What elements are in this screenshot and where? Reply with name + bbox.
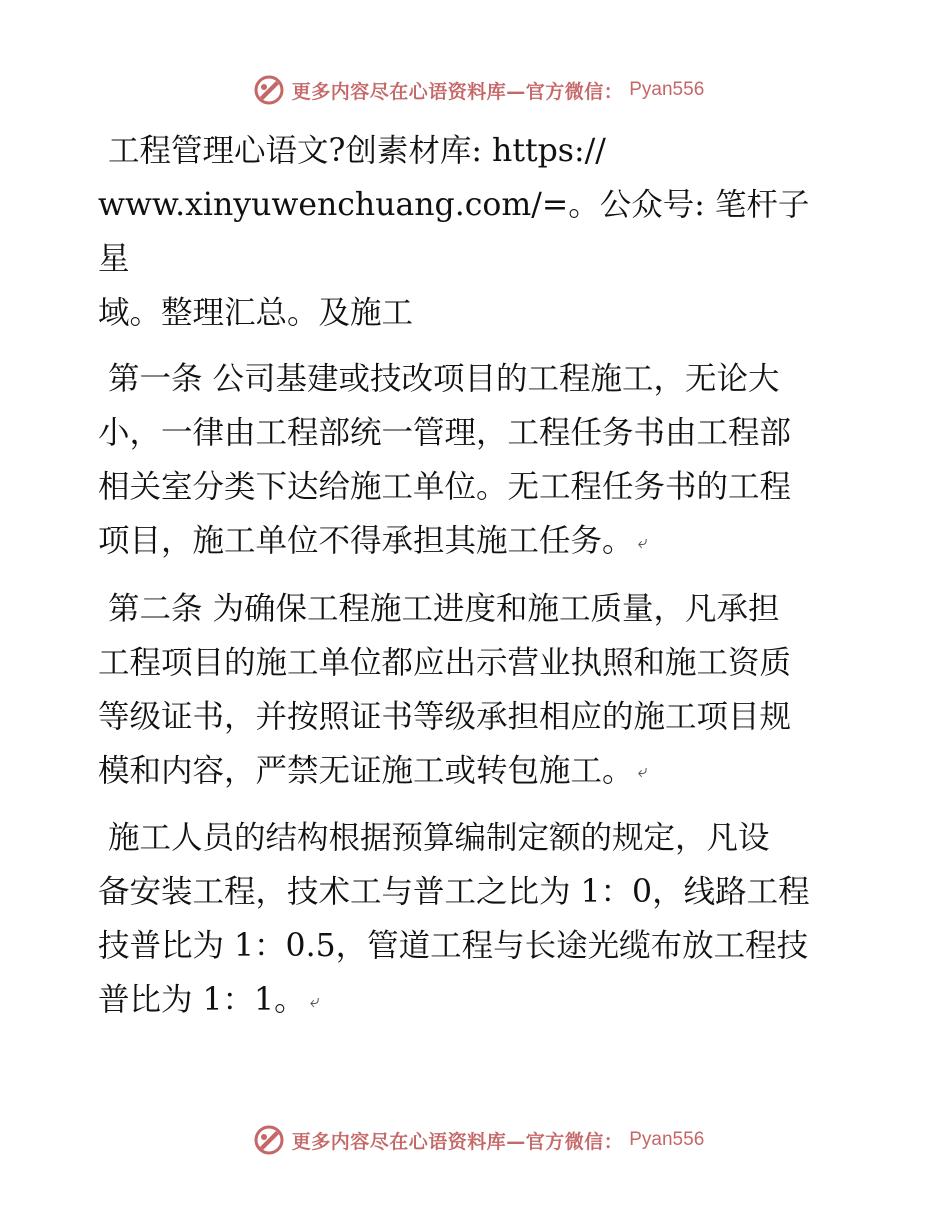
paragraph-staffing [98, 811, 858, 1029]
intro-paragraph: 工程管理心语文?创素材库: https:// www.xinyuwenchuang.com/=。公众号: 笔杆子星 域。整理汇总。及施工 [98, 133, 810, 331]
banner-text: 更多内容尽在心语资料库—官方微信： [291, 1130, 624, 1153]
paragraph-text: 第一条 公司基建或技改项目的工程施工，无论大 小，一律由工程部统一管理，工程任务书由工程部 相关室分类下达给施工单位。无工程任务书的工程 项目，施工单位不得承担其施工任务。 [98, 361, 792, 559]
paragraph-mark-icon: ⤶ [309, 990, 320, 1012]
footer-banner [0, 1120, 950, 1160]
paragraph-text: 第二条 为确保工程施工进度和施工质量，凡承担 工程项目的施工单位都应出示营业执照和施工资质 等级证书，并按照证书等级承担相应的施工项目规 模和内容，严禁无证施工或转包施工。 [98, 590, 792, 789]
paragraph-article-2 [98, 582, 858, 800]
banner-text: 更多内容尽在心语资料库—官方微信： [291, 80, 624, 103]
brand-logo-icon [252, 73, 286, 107]
header-banner [0, 70, 950, 110]
paragraph-text: 施工人员的结构根据预算编制定额的规定，凡设 备安装工程，技术工与普工之比为 1：0，线路工程 技普比为 1：0.5，管道工程与长途光缆布放工程技 普比为 1：1。 [98, 820, 810, 1018]
banner-inner [252, 1123, 705, 1157]
banner-contact: Pyan556 [629, 79, 705, 100]
paragraph-mark-icon: ⤶ [637, 531, 648, 553]
paragraph-mark-icon: ⤶ [637, 761, 648, 782]
brand-logo-icon [252, 1123, 286, 1157]
banner-inner [252, 73, 705, 107]
document-body [98, 124, 858, 1041]
paragraph-article-1 [98, 352, 858, 570]
banner-contact: Pyan556 [629, 1129, 705, 1150]
